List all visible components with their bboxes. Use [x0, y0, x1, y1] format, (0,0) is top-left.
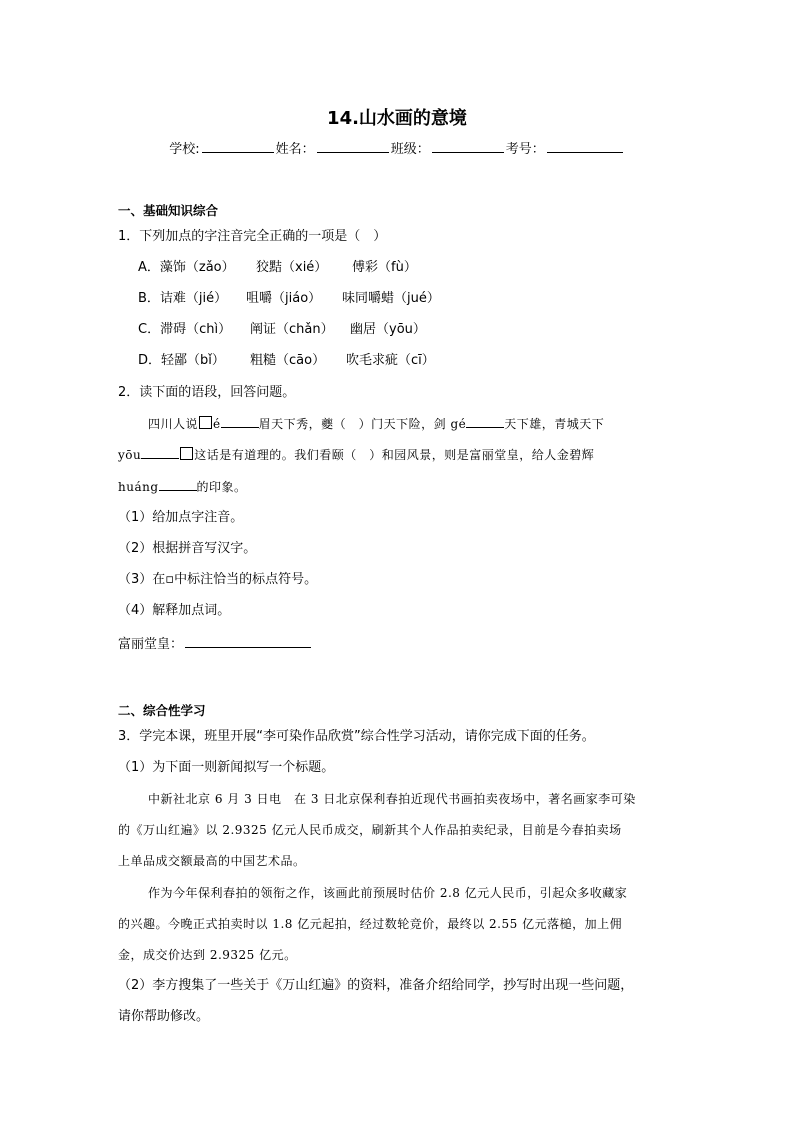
option-b-word-1: B．诘难（jié）: [138, 291, 228, 306]
option-a-word-3: 傅彩（fù）: [352, 260, 417, 275]
news-line-5: 的兴趣。今晚正式拍卖时以 1.8 亿元起拍，经过数轮竞价，最终以 2.55 亿元落槌，加上佣: [118, 917, 623, 931]
school-label: 学校:: [169, 142, 200, 157]
q3-sub-question-2-line-1: （2）李方搜集了一些关于《万山红遍》的资料，准备介绍给同学，抄写时出现一些问题，: [118, 978, 634, 993]
q2-sub-question-2: （2）根据拼音写汉字。: [118, 541, 257, 556]
q1-option-c: [138, 321, 426, 339]
news-line-6: 金，成交价达到 2.9325 亿元。: [118, 948, 297, 962]
q3-sub-question-2-line-2: 请你帮助修改。: [118, 1009, 210, 1024]
q1-option-b: [138, 290, 440, 308]
class-blank[interactable]: [432, 139, 504, 153]
question-1-stem: 1．下列加点的字注音完全正确的一项是（ ）: [118, 229, 387, 244]
q2-term-line: [118, 634, 311, 654]
name-blank[interactable]: [317, 139, 389, 153]
answer-blank[interactable]: [466, 415, 504, 428]
para-text: 这话是有道理的。我们看颐（ ）和园风景，则是富丽堂皇，给人金碧辉: [194, 448, 595, 462]
para-text: 眉天下秀，夔（ ）门天下险，剑 gé: [258, 417, 467, 431]
pinyin-text: é: [213, 417, 221, 431]
q1-option-a: [138, 259, 417, 277]
exam-no-label: 考号：: [505, 142, 545, 157]
option-d-word-2: 粗糙（cāo）: [250, 353, 326, 368]
name-label: 姓名：: [275, 142, 315, 157]
exam-no-blank[interactable]: [547, 139, 623, 153]
answer-blank[interactable]: [159, 478, 197, 491]
question-2-stem: 2．读下面的语段，回答问题。: [118, 385, 296, 400]
answer-blank[interactable]: [221, 415, 259, 428]
answer-blank[interactable]: [141, 446, 179, 459]
option-a-word-1: A．藻饰（zǎo）: [138, 260, 235, 275]
option-d-word-3: 吹毛求疵（cī）: [346, 353, 435, 368]
option-d-word-1: D．轻鄙（bǐ）: [138, 353, 225, 368]
punctuation-box: [180, 447, 193, 460]
pinyin-text: yōu: [118, 448, 142, 462]
class-label: 班级：: [390, 142, 430, 157]
pinyin-text: huáng: [118, 480, 159, 494]
q2-sub-question-3: （3）在▫中标注恰当的标点符号。: [118, 572, 318, 587]
student-info-line: [0, 138, 794, 157]
news-line-4: 作为今年保利春拍的领衔之作，该画此前预展时估价 2.8 亿元人民币，引起众多收藏家: [148, 886, 628, 900]
para-text: 四川人说: [148, 417, 199, 431]
option-c-word-1: C．滞碍（chì）: [138, 322, 232, 337]
option-b-word-2: 咀嚼（jiáo）: [246, 291, 322, 306]
option-c-word-3: 幽居（yōu）: [350, 322, 426, 337]
section-heading-2: 二、综合性学习: [118, 703, 206, 718]
option-c-word-2: 阐证（chǎn）: [250, 322, 334, 337]
para-text: 的印象。: [196, 480, 247, 494]
news-line-3: 上单品成交额最高的中国艺术品。: [118, 854, 306, 868]
option-a-word-2: 狡黠（xié）: [256, 260, 328, 275]
q2-paragraph-line-1: [148, 415, 604, 433]
option-b-word-3: 味同嚼蜡（jué）: [342, 291, 440, 306]
term-answer-blank[interactable]: [185, 634, 311, 648]
para-text: 天下雄，青城天下: [504, 417, 605, 431]
school-blank[interactable]: [202, 139, 274, 153]
section-heading-1: 一、基础知识综合: [118, 203, 219, 218]
q2-sub-question-4: （4）解释加点词。: [118, 603, 231, 618]
q3-sub-question-1: （1）为下面一则新闻拟写一个标题。: [118, 760, 335, 775]
term-label: 富丽堂皇：: [118, 637, 184, 652]
news-line-2: 的《万山红遍》以 2.9325 亿元人民币成交，刷新其个人作品拍卖纪录，目前是今春拍卖场: [118, 823, 622, 837]
punctuation-box: [199, 416, 212, 429]
q2-paragraph-line-3: [118, 478, 247, 496]
q2-paragraph-line-2: [118, 446, 594, 464]
question-3-stem: 3．学完本课，班里开展“李可染作品欣赏”综合性学习活动，请你完成下面的任务。: [118, 729, 595, 744]
q1-option-d: [138, 352, 435, 370]
page-title: 14.山水画的意境: [327, 108, 467, 129]
q2-sub-question-1: （1）给加点字注音。: [118, 510, 244, 525]
news-line-1: 中新社北京 6 月 3 日电 在 3 日北京保利春拍近现代书画拍卖夜场中，著名画家李可染: [148, 792, 636, 806]
